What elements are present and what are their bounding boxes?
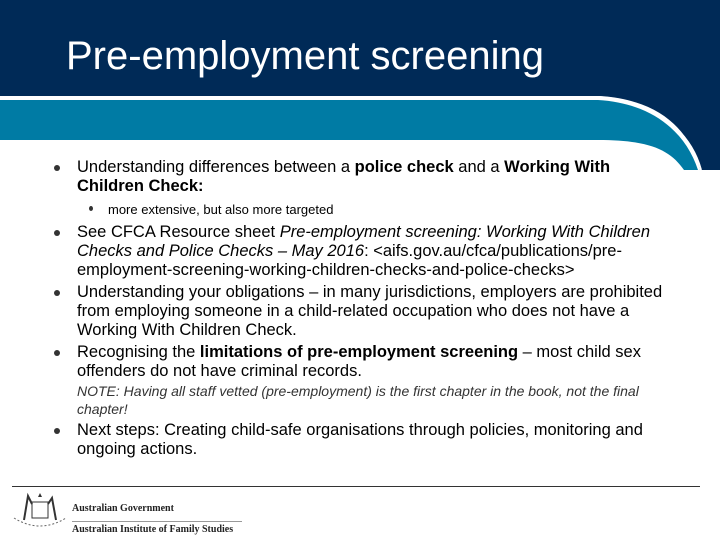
bullet-item: Next steps: Creating child-safe organisations through policies, monitoring and ongoing actions. <box>52 421 672 459</box>
text: – most child sex offenders do not have criminal records. <box>77 343 641 380</box>
text: Working With Children Check: <box>77 158 611 195</box>
header-banner <box>0 0 720 170</box>
resource-title: Pre-employment screening: Working With Children Checks and Police Checks – May 2016 <box>77 223 651 260</box>
bullet-item: Understanding your obligations – in many jurisdictions, employers are prohibited from employing someone in a child-related occupation who does not have a Working With Children Check. <box>52 283 672 340</box>
bullet-item <box>52 223 672 280</box>
bullet-list <box>52 158 672 462</box>
page-title: Pre-employment screening <box>66 34 544 78</box>
coat-of-arms-icon <box>10 490 70 536</box>
text: Understanding differences between a <box>77 158 355 176</box>
text: See CFCA Resource sheet <box>77 223 280 241</box>
bullet-item <box>52 343 672 381</box>
text: and a <box>453 158 505 176</box>
bullet-item <box>52 158 672 196</box>
institute-label: Australian Institute of Family Studies <box>72 521 242 535</box>
note: NOTE: Having all staff vetted (pre-employment) is the first chapter in the book, not the final chapter! <box>77 383 639 417</box>
footer-divider <box>12 486 700 487</box>
resource-link[interactable]: : <aifs.gov.au/cfca/publications/pre-employment-screening-working-children-checks-and-police-checks> <box>77 242 622 279</box>
sub-bullet-item: more extensive, but also more targeted <box>52 200 672 219</box>
text: police check <box>354 158 454 176</box>
government-label: Australian Government <box>72 503 174 514</box>
text: Recognising the <box>77 343 200 361</box>
text: limitations of pre-employment screening <box>199 343 519 361</box>
